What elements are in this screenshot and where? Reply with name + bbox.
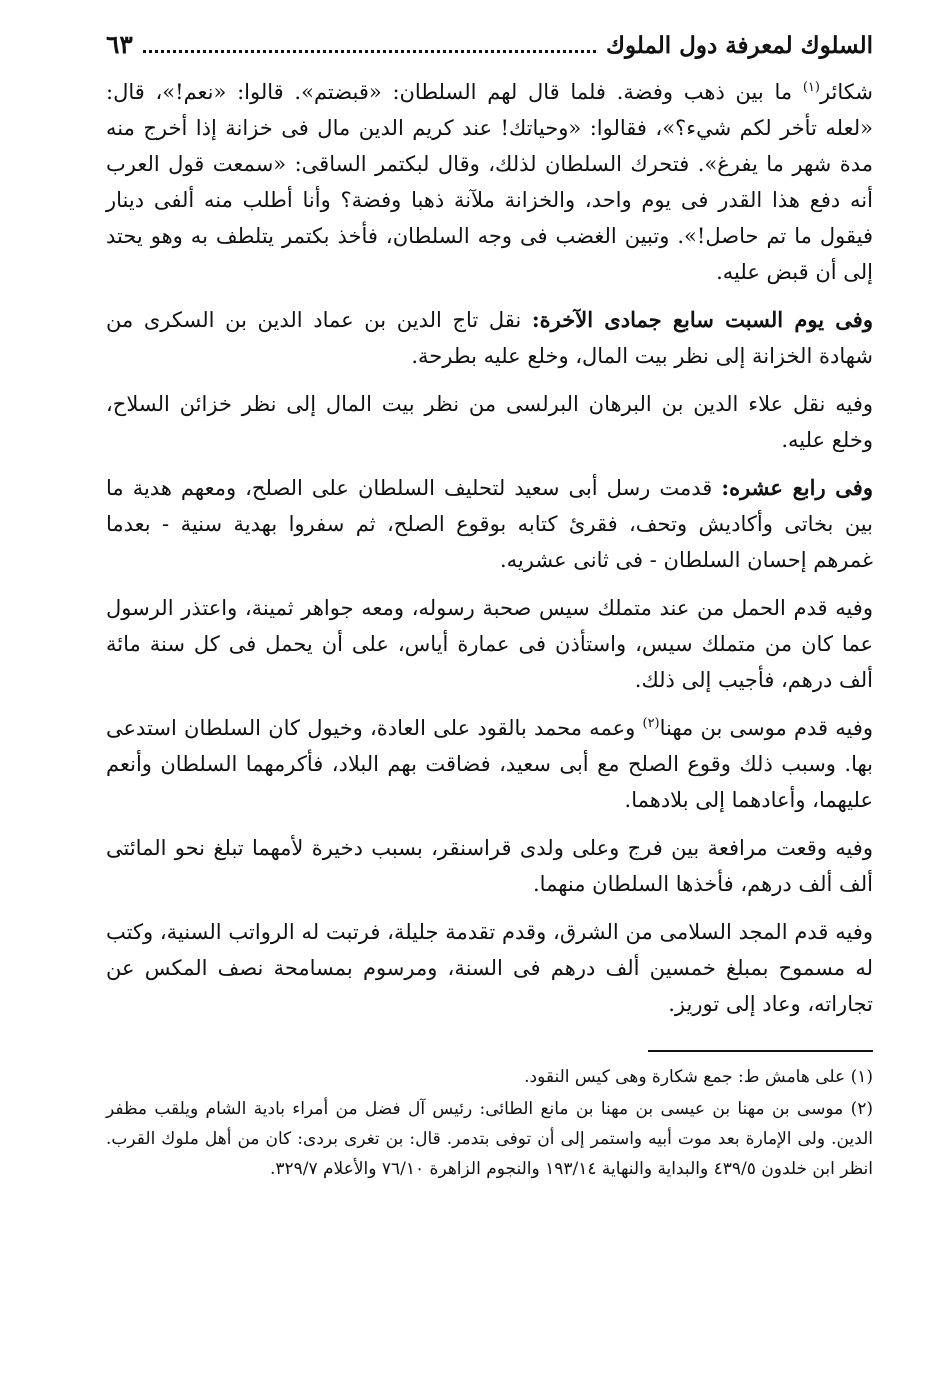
paragraph xyxy=(106,302,873,374)
running-header xyxy=(106,30,873,66)
footnote-ref: (٢) xyxy=(642,716,660,731)
paragraph xyxy=(106,830,873,902)
footnote-separator xyxy=(648,1050,873,1052)
paragraph-text: وفيه قدم الحمل من عند متملك سيس صحبة رسوله، ومعه جواهر ثمينة، واعتذر الرسول عما كان من متملك سيس، واستأذن فى عمارة أياس، على أن يحمل فى كل سنة مائة ألف درهم، فأجيب إلى ذلك. xyxy=(106,596,873,692)
paragraph-text: وفيه وقعت مرافعة بين فرج وعلى ولدى قراسنقر، بسبب دخيرة لأمهما تبلغ نحو المائتى ألف ألف درهم، فأخذها السلطان منهما. xyxy=(106,836,873,896)
paragraph xyxy=(106,914,873,1022)
paragraph xyxy=(106,74,873,290)
paragraph-lead: وفى رابع عشره: xyxy=(721,475,873,500)
paragraph-text: نقل تاج الدين بن عماد الدين بن السكرى من شهادة الخزانة إلى نظر بيت المال، وخلع عليه بطرحة. xyxy=(106,308,873,368)
paragraph-text-before-ref: شكائر xyxy=(819,80,873,104)
footnote: (١) على هامش ط: جمع شكارة وهى كيس النقود. xyxy=(524,1067,873,1087)
paragraph-text: قدمت رسل أبى سعيد لتحليف السلطان على الصلح، ومعهم هدية ما بين بخاتى وأكاديش وتحف، فقرئ كتابه بوقوع الصلح، ثم سفروا بهدية سنية - بعدما غمرهم إحسان السلطان - فى ثانى عشريه. xyxy=(106,476,873,572)
paragraph xyxy=(106,710,873,818)
paragraph-text: ما بين ذهب وفضة. فلما قال لهم السلطان: «قبضتم». قالوا: «نعم!»، قال: «لعله تأخر لكم شيء؟»، فقالوا: «وحياتك! عند كريم الدين مال فى خزانة إذا أخرج منه مدة شهر ما يفرغ». فتحرك السلطان لذلك، وقال لبكتمر الساقى: «سمعت قول العرب أنه دفع هذا القدر فى يوم واحد، والخزانة ملآنة ذهبا وفضة؟ وأنا أطلب منه ألفى دينار فيقول ما تم حاصل!». وتبين الغضب فى وجه السلطان، فأخذ بكتمر يتلطف به وهو يحتد إلى أن قبض عليه. xyxy=(106,80,873,284)
paragraph-text: وعمه محمد بالقود على العادة، وخيول كان السلطان استدعى بها. وسبب ذلك وقوع الصلح مع أبى سعيد، فضاقت بهم البلاد، فأكرمهما السلطان وأنعم عليهما، وأعادهما إلى بلادهما. xyxy=(106,716,873,812)
paragraph xyxy=(106,386,873,458)
paragraph-lead: وفى يوم السبت سابع جمادى الآخرة: xyxy=(531,307,873,332)
paragraph-text: وفيه نقل علاء الدين بن البرهان البرلسى من نظر بيت المال إلى نظر خزائن السلاح، وخلع عليه. xyxy=(106,392,873,452)
footnote: (٢) موسى بن مهنا بن عيسى بن مهنا بن مانع الطائى: رئيس آل فضل من أمراء بادية الشام ويلقب مظفر الدين. ولى الإمارة بعد موت أبيه واستمر إلى أن توفى بتدمر. قال: بن تغرى بردى: كان من أهل ملوك القرب. انظر ابن خلدون ٤٣٩/٥ والبداية والنهاية ١٩٣/١٤ والنجوم الزاهرة ٧٦/١٠ والأعلام ٣٢٩/٧. xyxy=(106,1099,873,1179)
header-dot-leader xyxy=(143,50,596,53)
main-text xyxy=(106,74,873,1022)
paragraph-text-before-ref: وفيه قدم موسى بن مهنا xyxy=(659,716,874,740)
footnote-ref: (١) xyxy=(802,80,820,95)
paragraph xyxy=(106,590,873,698)
paragraph-text: وفيه قدم المجد السلامى من الشرق، وقدم تقدمة جليلة، فرتبت له الرواتب السنية، وكتب له مسموح بمبلغ خمسين ألف درهم فى السنة، ومرسوم بمسامحة نصف المكس عن تجاراته، وعاد إلى توريز. xyxy=(106,920,873,1016)
page-number: ٦٣ xyxy=(106,30,133,59)
footnotes xyxy=(106,1062,873,1184)
paragraph xyxy=(106,470,873,578)
running-title: السلوك لمعرفة دول الملوك xyxy=(605,32,873,59)
